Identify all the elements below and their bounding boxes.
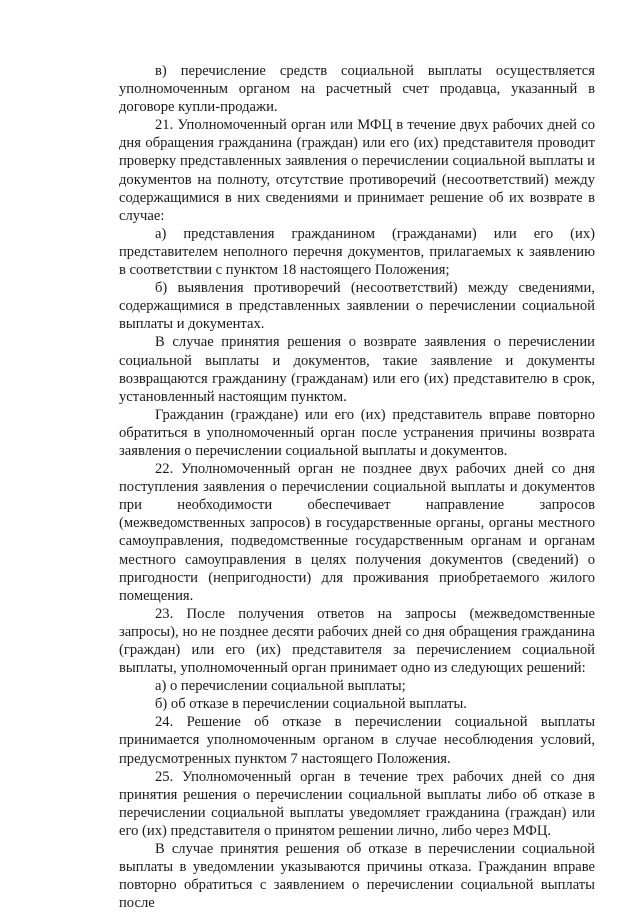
- paragraph-23-b: б) об отказе в перечислении социальной выплаты.: [155, 696, 467, 713]
- paragraph-21-b: б) выявления противоречий (несоответствий) между сведениями, содержащимися в представленных заявлении о перечислении социальной выплаты и документах.: [119, 280, 595, 333]
- paragraph-22: 22. Уполномоченный орган не позднее двух рабочих дней со дня поступления заявления о перечислении социальной выплаты и документов при необходимости обеспечивает направление запросов (межведомственных запросов) в государственные органы, органы местного самоуправления, подведомственные государственным органам и органам местного самоуправления в целях получения документов (сведений) о пригодности (непригодности) для проживания приобретаемого жилого помещения.: [119, 461, 595, 604]
- document-page: [119, 62, 595, 912]
- paragraph-repeat-application: Гражданин (граждане) или его (их) представитель вправе повторно обратиться в уполномоченный орган после устранения причины возврата заявления о перечислении социальной выплаты и документов.: [119, 406, 595, 459]
- paragraph-23-a: а) о перечислении социальной выплаты;: [155, 678, 406, 695]
- paragraph-return-decision: В случае принятия решения о возврате заявления о перечислении социальной выплаты и документов, такие заявление и документы возвращаются гражданину (гражданам) или его (их) представителю в срок, установленный настоящим пунктом.: [119, 334, 595, 405]
- paragraph-23: 23. После получения ответов на запросы (межведомственные запросы), но не позднее десяти рабочих дней со дня обращения гражданина (граждан) или его (их) представителя за перечислением социальной выплаты, уполномоченный орган принимает одно из следующих решений:: [119, 605, 595, 677]
- paragraph-clause-v-transfer: в) перечисление средств социальной выплаты осуществляется уполномоченным органом на расчетный счет продавца, указанный в договоре купли-продажи.: [119, 63, 595, 116]
- paragraph-21: 21. Уполномоченный орган или МФЦ в течение двух рабочих дней со дня обращения гражданина (граждан) или его (их) представителя проводит проверку представленных заявления о перечислении социальной выплаты и документов на полноту, отсутствие противоречий (несоответствий) между содержащимися в них сведениями и принимает решение об их возврате в случае:: [119, 117, 595, 224]
- paragraph-refusal-notice: В случае принятия решения об отказе в перечислении социальной выплаты в уведомлении указываются причины отказа. Гражданин вправе повторно обратиться с заявлением о перечислении социальной выплаты после: [119, 841, 595, 912]
- paragraph-24: 24. Решение об отказе в перечислении социальной выплаты принимается уполномоченным органом в случае несоблюдения условий, предусмотренных пунктом 7 настоящего Положения.: [119, 714, 595, 767]
- paragraph-25: 25. Уполномоченный орган в течение трех рабочих дней со дня принятия решения о перечислении социальной выплаты либо об отказе в перечислении социальной выплаты уведомляет гражданина (граждан) или его (их) представителя о принятом решении лично, либо через МФЦ.: [119, 768, 595, 839]
- paragraph-21-a: а) представления гражданином (гражданами) или его (их) представителем неполного перечня документов, прилагаемых к заявлению в соответствии с пунктом 18 настоящего Положения;: [119, 225, 595, 279]
